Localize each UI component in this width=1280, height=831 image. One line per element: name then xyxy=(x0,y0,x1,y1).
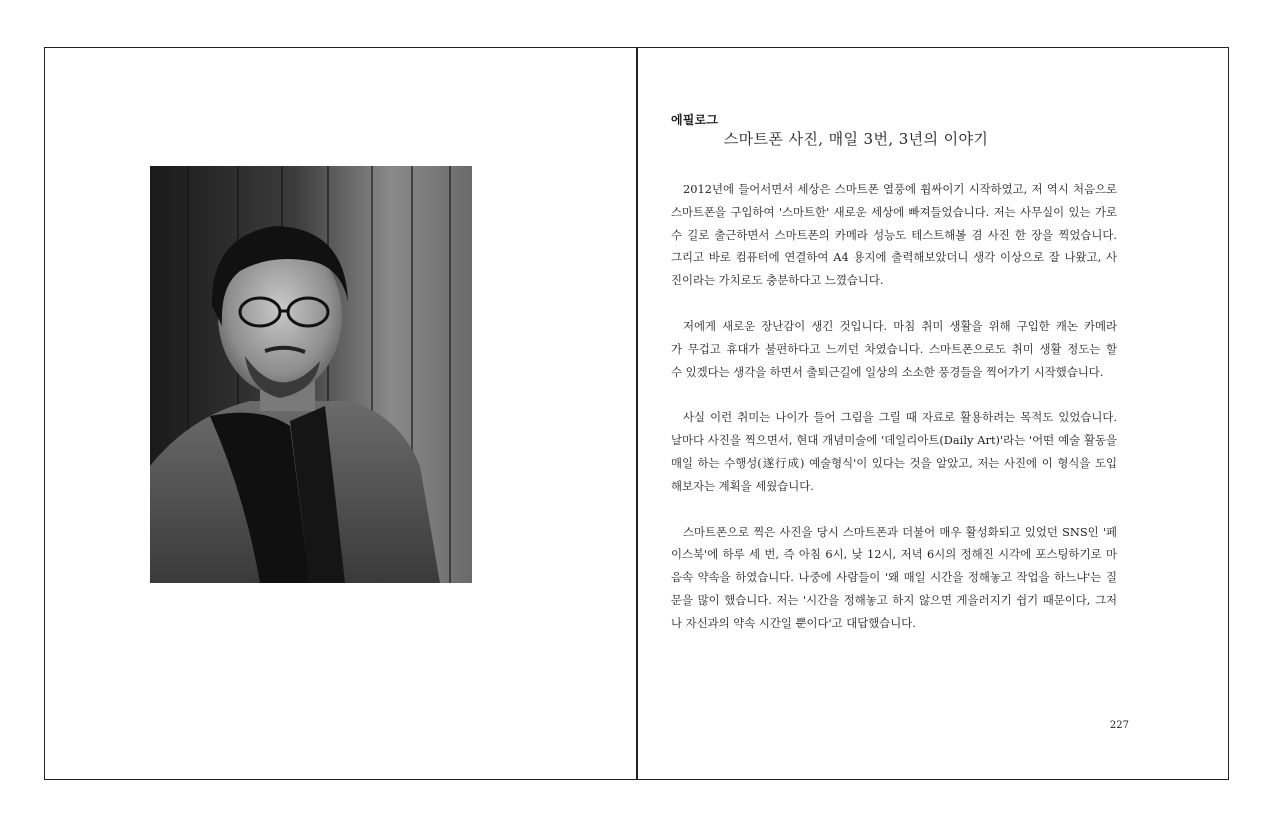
section-label: 에필로그 xyxy=(671,113,719,127)
text-line: 수 있겠다는 생각을 하면서 출퇴근길에 일상의 소소한 풍경들을 찍어가기 시작했습니다. xyxy=(671,364,1104,379)
body-text xyxy=(671,178,1117,658)
text-line: 해보자는 계획을 세웠습니다. xyxy=(671,478,814,493)
text-line: 그리고 바로 컴퓨터에 연결하여 A4 용지에 출력해보았더니 생각 이상으로 잘 나왔고, 사 xyxy=(671,250,1117,265)
page-number: 227 xyxy=(1109,720,1129,731)
text-line: 스마트폰으로 찍은 사진을 당시 스마트폰과 더불어 매우 활성화되고 있었던 SNS인 '페 xyxy=(683,524,1117,539)
text-line: 문을 많이 했습니다. 저는 '시간을 정해놓고 하지 않으면 게을러지기 쉽기 때문이다, 그저 xyxy=(671,592,1117,607)
paragraph xyxy=(671,406,1117,497)
text-line: 매일 하는 수행성(遂行成) 예술형식'이 있다는 것을 알았고, 저는 사진에 이 형식을 도입 xyxy=(671,455,1117,470)
portrait-image xyxy=(150,166,472,583)
text-line: 진이라는 가치로도 충분하다고 느꼈습니다. xyxy=(671,273,884,288)
paragraph xyxy=(671,521,1117,635)
text-line: 음속 약속을 하였습니다. 나중에 사람들이 '왜 매일 시간을 정해놓고 작업을 하느냐'는 질 xyxy=(671,570,1117,585)
text-line: 저에게 새로운 장난감이 생긴 것입니다. 마침 취미 생활을 위해 구입한 캐논 카메라 xyxy=(683,318,1117,333)
author-portrait-photo xyxy=(150,166,472,583)
text-line: 스마트폰을 구입하여 '스마트한' 새로운 세상에 빠져들었습니다. 저는 사무실이 있는 가로 xyxy=(671,204,1117,219)
paragraph xyxy=(671,315,1117,383)
text-line: 나 자신과의 약속 시간일 뿐이다'고 대답했습니다. xyxy=(671,615,916,630)
text-line: 이스북'에 하루 세 번, 즉 아침 6시, 낮 12시, 저녁 6시의 정해진 시각에 포스팅하기로 마 xyxy=(671,547,1117,562)
paragraph xyxy=(671,178,1117,292)
text-line: 수 길로 출근하면서 스마트폰의 카메라 성능도 테스트해볼 겸 사진 한 장을 찍었습니다. xyxy=(671,227,1117,242)
text-line: 가 무겁고 휴대가 불편하다고 느끼던 차였습니다. 스마트폰으로도 취미 생활 정도는 할 xyxy=(671,341,1117,356)
text-line: 날마다 사진을 찍으면서, 현대 개념미술에 '데일리아트(Daily Art)'라는 '어떤 예술 활동을 xyxy=(671,433,1117,448)
text-line: 사실 이런 취미는 나이가 들어 그림을 그릴 때 자료로 활용하려는 목적도 있었습니다. xyxy=(683,410,1117,425)
chapter-title: 스마트폰 사진, 매일 3번, 3년의 이야기 xyxy=(723,130,989,148)
text-line: 2012년에 들어서면서 세상은 스마트폰 열풍에 휩싸이기 시작하였고, 저 역시 처음으로 xyxy=(683,182,1117,196)
